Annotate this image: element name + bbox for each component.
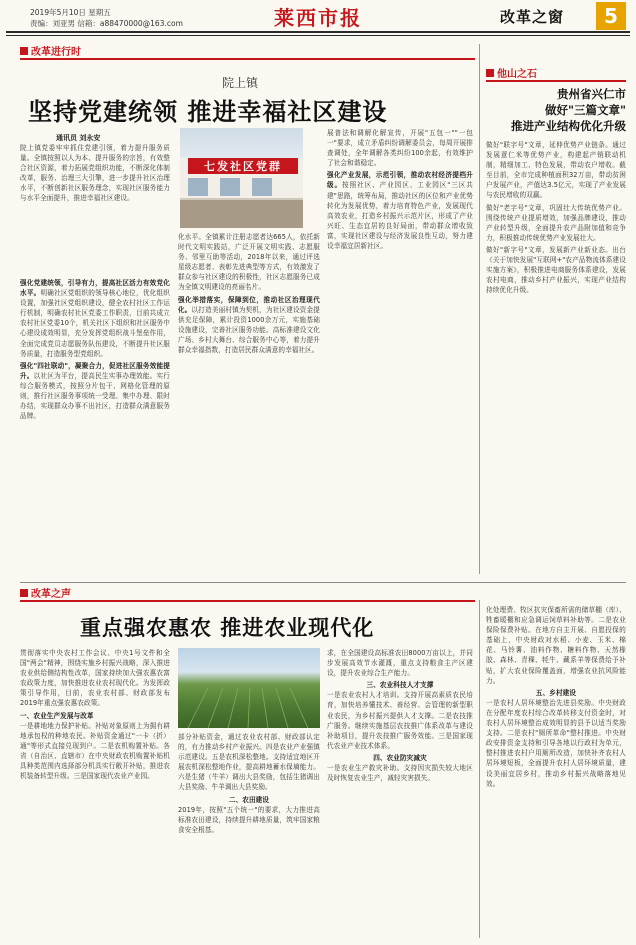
section-divider xyxy=(20,582,626,583)
paragraph-lead: 强化产业发展，示范引领，推动农村经济提档升级。 xyxy=(327,171,473,190)
masthead: 莱西市报 xyxy=(274,6,362,30)
paragraph-lead: 强化举措落实，保障到位，推动社区治理现代化。 xyxy=(178,295,320,314)
top-col1-part2 xyxy=(20,278,170,578)
paragraph: 展普法和调解化解宣传，开展"五包一""一包一"要求，成立矛盾纠纷调解委员会，每周开展排查调处，全年调解各类纠纷100余起，有效维护了社会和谐稳定。 xyxy=(327,129,473,168)
column-divider xyxy=(479,600,480,938)
subheading: 二、农田建设 xyxy=(228,795,270,804)
wheat-field-graphic xyxy=(178,648,320,728)
community-photo xyxy=(180,128,303,228)
subheading: 三、农业科技人才支撑 xyxy=(366,681,434,690)
section-title: 改革之窗 xyxy=(500,8,565,26)
column-divider xyxy=(479,44,480,574)
bottom-col1 xyxy=(20,648,170,938)
section-rule xyxy=(486,80,626,82)
section-tag-label: 改革之声 xyxy=(31,589,71,600)
right-headline xyxy=(486,86,626,134)
paragraph: 按照社区、产业园区、工业园区"三区共建"思路，统筹布局，推动社区的区位和产业优势转化为发展优势，着力培育特色产业，发展现代高效农业，打造乡村振兴示范片区，形成了产业兴旺、生态宜居的良好局面，带动群众增收致富，实现社区建设与经济发展良性互动，努力建设幸福宜居新社区。 xyxy=(327,181,473,251)
section-rule xyxy=(20,58,475,60)
paragraph: 以社区为平台，提高民生实事办理效能。实行综合服务模式，按照分片包干、网格化管理的原则，推行社区服务事项统一受理、集中办理、限时办结，实现群众办事不出社区，打造群众满意服务品牌。 xyxy=(20,371,170,421)
section-tag-voice xyxy=(20,586,71,599)
bottom-col4 xyxy=(486,605,626,938)
header-rule xyxy=(6,31,630,33)
kicker: 院上镇 xyxy=(222,76,259,90)
paragraph: 2019年，按照"五个统一"的要求，大力推进高标准农田建设，持续提升耕地质量，筑牢国家粮食安全根基。 xyxy=(178,805,320,834)
paragraph: 做好"老字号"文章，巩固壮大传统优势产业。围绕传统产业提质增效，加强品牌建设，推动产业转型升级，全面提升农产品附加值和竞争力，积极推动传统优势产业发展壮大。 xyxy=(486,203,626,242)
paragraph: 院上镇党委牢牢抓住党建引领，着力提升服务质量。全镇按照以人为本、提升服务的宗旨，有效整合社区资源，着力拓展党组织功能，不断深化体制改革，服务、治理三大引擎，进一步提升社区治理水平，不断创新社区服务理念，实现社区服务能力与水平全面提升，推进幸福社区建设。 xyxy=(20,144,170,203)
paragraph: 一是农业生产救灾补助。支持因灾损失较大地区及时恢复农业生产，减轻灾害损失。 xyxy=(327,764,473,783)
paragraph: 一是农村人居环境整治先进县奖励。中央财政在分配年度农村综合改革转移支付资金时，对农村人居环境整治成效明显的县予以适当奖励支持。二是农村"厕所革命"整村推进。中央财政安排资金支持和引导各地以行政村为单元，整村推进农村户用厕所改造，加快补齐农村人居环境短板，全面提升农村人居环境质量，建设美丽宜居乡村，推动乡村振兴战略落地见效。 xyxy=(486,698,626,788)
subheading: 五、乡村建设 xyxy=(535,688,577,697)
section-tag-elsewhere xyxy=(486,66,537,79)
paragraph-lead: 强化党建统领，引导有力，提高社区活力有效党化水平。 xyxy=(20,279,170,298)
right-column xyxy=(486,140,626,574)
field-photo xyxy=(178,648,320,728)
header-rule-thin xyxy=(6,35,630,36)
paragraph: 做好"新字号"文章，发展新产业新业态。出台《关于加快发展"互联网+"农产品物流体系建设实施方案》，积极推进电商服务体系建设，发展农村电商，推动乡村产业振兴，实现产业结构持续优化升级。 xyxy=(486,245,626,295)
headline-line: 做好"三篇文章" xyxy=(545,103,626,117)
paragraph: 明确社区党组织的领导核心地位，优化组织设置，加强社区党组织建设，健全农村社区工作运行机制，明确农村社区党委工作职责，目前共成立农村社区党委10个，机关社区下组织和社区服务中心建设成效明显，充分发挥党组织战斗堡垒作用，全面完成党员志愿服务队伍建设，不断提升社区服务质量，打造服务型党组织。 xyxy=(20,289,170,358)
top-headline: 坚持党建统领 推进幸福社区建设 xyxy=(28,97,388,126)
paragraph: 贯彻落实中央农村工作会议、中央1号文件和全国"两会"精神，围绕实施乡村振兴战略，深入推进农业供给侧结构性改革，国家持续加大强农惠农富农政策力度，加快推进农业农村现代化。为发挥政策引导作用，目前，农业农村部、财政部发布2019年重点强农惠农政策。 xyxy=(20,649,170,708)
section-rule xyxy=(20,600,475,602)
page-number-badge: 5 xyxy=(596,2,626,30)
paragraph-lead: 强化"四社联动"，凝聚合力，促进社区服务效能提升。 xyxy=(20,361,170,380)
square-icon xyxy=(20,47,28,55)
bottom-col2 xyxy=(178,732,320,938)
subheading: 一、农业生产发展与改革 xyxy=(20,711,94,720)
photo-sign: 七发社区党群 xyxy=(188,158,298,174)
top-col1-part1 xyxy=(20,143,170,276)
paragraph: 部分补贴资金，通过农业农村部、财政部认定的，有力推动乡村产业振兴。四是农业产业强镇示范建设。五是农机深松整地。支持适宜地区开展农机深松整地作业，提高耕地蓄水保墒能力。六是生猪（牛羊）调出大县奖励，包括生猪调出大县奖励、牛羊调出大县奖励。 xyxy=(178,733,320,792)
editor-line: 责编：刘亚男 信箱：a88470000@163.com xyxy=(30,19,183,28)
paragraph: 求，在全国建设高标准农田8000万亩以上，并同步发展高效节水灌溉，重点支持粮食主产区建设，提升农业综合生产能力。 xyxy=(327,649,473,678)
headline-line: 推进产业结构优化升级 xyxy=(511,119,626,133)
square-icon xyxy=(20,589,28,597)
date-line: 2019年5月10日 星期五 xyxy=(30,8,111,17)
bottom-col3 xyxy=(327,648,473,938)
paragraph: 做好"联字号"文章，延伸优势产业链条。通过发展薏仁米等优势产业，构建起产销联动机制，精细加工、特色发展，带动农户增收。截至目前，全市完成种植面积32万亩，带动贫困户发展产业，产值达3.5亿元，实现了产业发展与农民增收的双赢。 xyxy=(486,141,626,200)
headline-line: 贵州省兴仁市 xyxy=(557,87,626,101)
byline: 通讯员 刘永安 xyxy=(56,134,101,142)
bottom-headline: 重点强农惠农 推进农业现代化 xyxy=(80,615,375,640)
paragraph: 化水平。全镇累计注册志愿者达665人，依托新时代文明实践站，广泛开展文明实践、志愿服务、邻里互助等活动，2018年以来，通过评选星级志愿者、表彰先进典型等方式，有效激发了群众参与社区建设的积极性，社区志愿服务已成为全镇文明建设的亮丽名片。 xyxy=(178,233,320,292)
paragraph: 以打造美丽村镇为契机，为社区建设资金提供充足保障，累计投资1000余万元，实施基础设施建设，完善社区服务功能。高标准建设文化广场、乡村大舞台、综合服务中心等，着力提升群众幸福指数，打造居民群众满意的幸福社区。 xyxy=(178,305,320,355)
paragraph: 化处理费、牧区抗灾保畜所需的储草棚（库）、牲畜暖棚和应急调运饲草料补助等。二是农业保险保费补贴。在地方自主开展、自愿投保的基础上，中央财政对水稻、小麦、玉米、棉花、马铃薯、油料作物、糖料作物、天然橡胶、森林、青稞、牦牛、藏系羊等保费给予补贴，扩大农业保险覆盖面，增强农业抗风险能力。 xyxy=(486,606,626,685)
subheading: 四、农业防灾减灾 xyxy=(373,753,427,762)
section-tag-label: 他山之石 xyxy=(497,69,537,80)
section-tag-reform xyxy=(20,44,81,57)
paragraph: 一是耕地地力保护补贴。补贴对象原则上为拥有耕地承包权的种地农民。补贴资金通过"一卡（折）通"等形式直接兑现到户。二是农机购置补贴。各省（自治区、直辖市）在中央财政农机购置补贴机具种类范围内选择部分机具实行敞开补贴，推进农机装备转型升级。三是国家现代农业产业园。 xyxy=(20,721,170,781)
top-col2 xyxy=(178,232,320,578)
top-col3 xyxy=(327,128,473,578)
section-tag-label: 改革进行时 xyxy=(31,47,81,58)
paragraph: 一是农业农村人才培训。支持开展高素质农民培育，加快培养懂技术、善经营、会管理的新型职业农民，为乡村振兴提供人才支撑。二是农技推广服务。继续实施基层农技推广体系改革与建设补助项目，提升农技推广服务效能。三是国家现代农业产业技术体系。 xyxy=(327,691,473,750)
square-icon xyxy=(486,69,494,77)
